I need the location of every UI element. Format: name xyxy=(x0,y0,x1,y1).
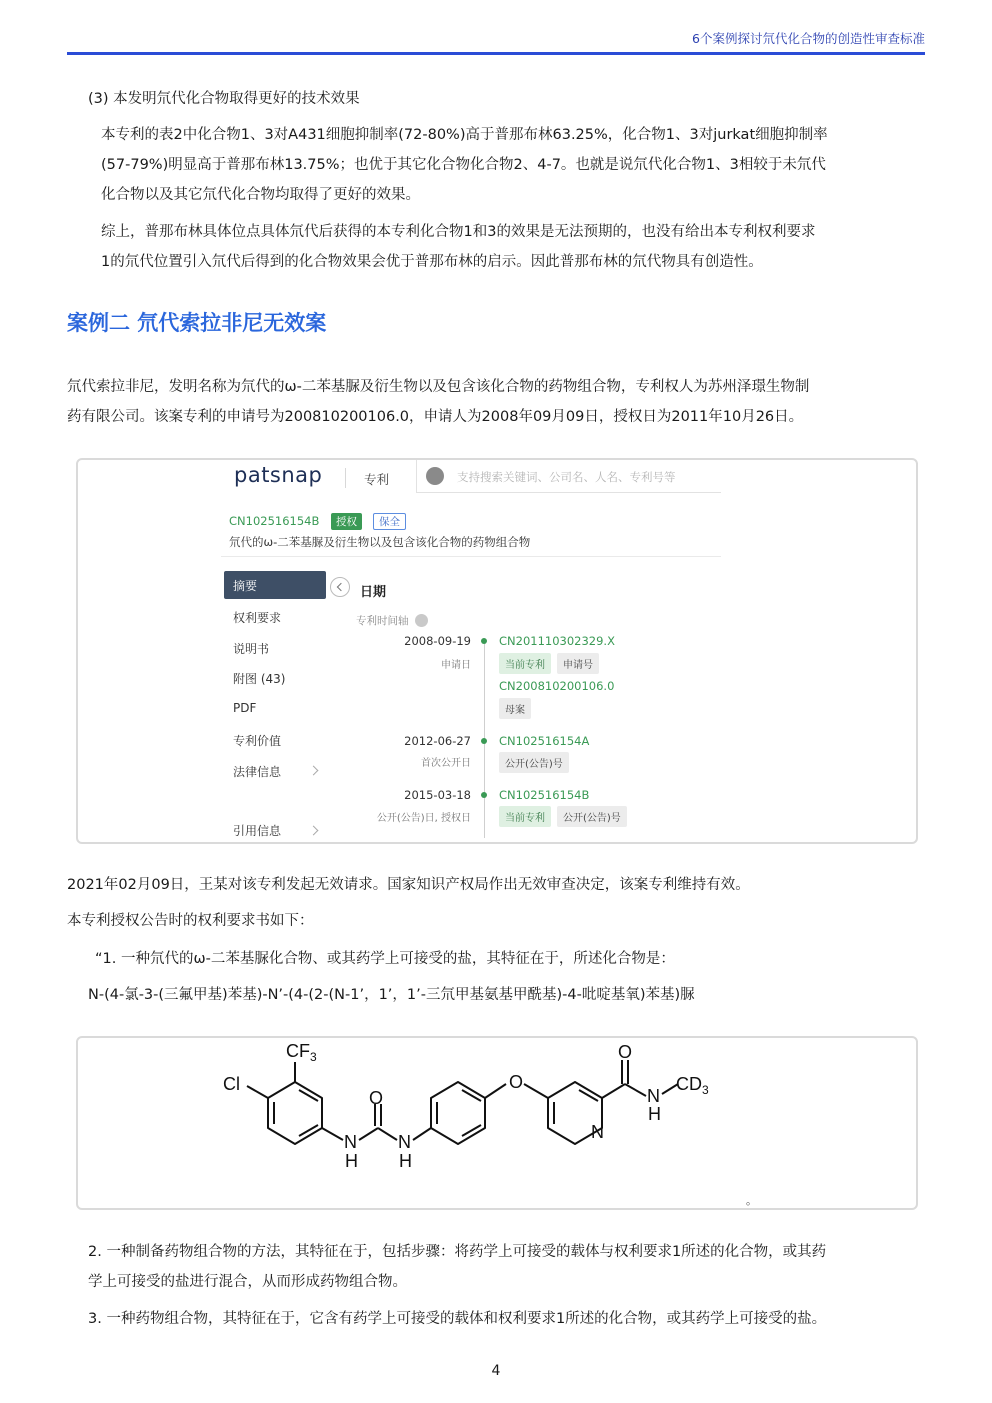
case-two-heading: 案例二 氘代索拉非尼无效案 xyxy=(67,311,327,335)
patsnap-screenshot xyxy=(76,458,918,844)
granted-badge: 授权 xyxy=(331,513,362,530)
timeline-patent-number[interactable]: CN200810200106.0 xyxy=(499,679,615,693)
claim-2 xyxy=(88,1237,938,1297)
effects-paragraph xyxy=(101,120,931,210)
timeline-patent-number[interactable]: CN201110302329.X xyxy=(499,634,615,648)
timeline-tag: 母案 xyxy=(499,698,531,719)
search-bar[interactable] xyxy=(416,460,721,493)
text-line: 综上，普那布林具体位点具体氘代后获得的本专利化合物1和3的效果是无法预期的，也没有给出本专利权利要求 xyxy=(101,224,816,240)
nav-divider xyxy=(345,468,346,488)
timeline-patent-number[interactable]: CN102516154B xyxy=(499,788,590,802)
timeline-dot xyxy=(481,638,487,644)
sidebar-item-figures[interactable]: 附图 (43) xyxy=(233,672,286,686)
sidebar-item-claims[interactable]: 权利要求 xyxy=(233,611,282,625)
collapse-sidebar-button[interactable] xyxy=(330,577,350,597)
timeline-dot xyxy=(481,792,487,798)
pyridine-nitrogen-label: N xyxy=(591,1122,604,1142)
search-placeholder: 支持搜索关键词、公司名、人名、专利号等 xyxy=(457,470,676,484)
timeline-date-type: 首次公开日 xyxy=(421,758,471,769)
date-section-title: 日期 xyxy=(360,585,387,600)
amide-nitrogen-label: N xyxy=(647,1086,660,1106)
timeline-date: 2015-03-18 xyxy=(404,788,471,802)
timeline-label: 专利时间轴 xyxy=(356,615,409,627)
urea-nitrogen-left: N xyxy=(344,1132,357,1152)
invalidation-text: 2021年02月09日，王某对该专利发起无效请求。国家知识产权局作出无效审查决定，该案专利维持有效。 xyxy=(67,877,750,893)
amide-oxygen-label: O xyxy=(618,1042,633,1062)
timeline-tag: 公开(公告)号 xyxy=(499,752,569,773)
text-line: 1的氘代位置引入氘代后得到的化合物效果会优于普那布林的启示。因此普那布林的氘代物具有创造性。 xyxy=(101,254,763,270)
patent-id: CN102516154B xyxy=(229,514,320,528)
timeline-tag: 公开(公告)号 xyxy=(557,806,627,827)
stray-mark: 。 xyxy=(746,1194,757,1207)
timeline-dot xyxy=(481,738,487,744)
sidebar-item-label: 摘要 xyxy=(233,579,258,593)
chlorine-label: Cl xyxy=(223,1074,240,1094)
cd3-label: $CD_3$ xyxy=(676,1074,709,1097)
sidebar-item-abstract[interactable] xyxy=(224,571,326,599)
ether-oxygen-label: O xyxy=(509,1072,524,1092)
timeline-date-type: 申请日 xyxy=(441,660,471,671)
cf3-label: $CF_3$ xyxy=(286,1041,317,1064)
sidebar-item-value[interactable]: 专利价值 xyxy=(233,734,282,748)
sidebar-item-legal[interactable]: 法律信息 xyxy=(233,765,282,779)
claim-3: 3. 一种药物组合物，其特征在于，它含有药学上可接受的载体和权利要求1所述的化合物，或其药学上可接受的盐。 xyxy=(88,1311,827,1327)
running-header-title: 6个案例探讨氘代化合物的创造性审查标准 xyxy=(692,31,925,46)
timeline-date: 2012-06-27 xyxy=(404,734,471,748)
chevron-right-icon xyxy=(309,826,319,836)
header-separator xyxy=(221,556,721,557)
timeline-date-type: 公开(公告)日, 授权日 xyxy=(376,813,471,824)
amide-hydrogen-label: H xyxy=(648,1104,661,1124)
urea-hydrogen-left: H xyxy=(345,1151,358,1171)
chemical-structure-box xyxy=(76,1036,918,1210)
urea-nitrogen-right: N xyxy=(398,1132,411,1152)
patsnap-logo[interactable]: patsnap xyxy=(234,463,323,487)
protect-badge[interactable]: 保全 xyxy=(373,513,406,530)
urea-hydrogen-right: H xyxy=(399,1151,412,1171)
sidebar-item-citation[interactable]: 引用信息 xyxy=(233,824,282,838)
timeline-date: 2008-09-19 xyxy=(404,634,471,648)
info-icon[interactable] xyxy=(415,614,428,627)
patsnap-page xyxy=(221,460,721,838)
text-line: 药有限公司。该案专利的申请号为200810200106.0，申请人为2008年09月09日，授权日为2011年10月26日。 xyxy=(67,409,804,425)
text-line: 化合物以及其它氘代化合物均取得了更好的效果。 xyxy=(101,187,420,203)
text-line: (57-79%)明显高于普那布林13.75%；也优于其它化合物化合物2、4-7。也就是说氘代化合物1、3相较于未氘代 xyxy=(101,157,826,173)
timeline-tag: 申请号 xyxy=(557,653,599,674)
text-line: 2. 一种制备药物组合物的方法，其特征在于，包括步骤：将药学上可接受的载体与权利要求1所述的化合物，或其药 xyxy=(88,1244,827,1260)
chevron-left-icon xyxy=(337,583,345,591)
sidebar-item-pdf[interactable]: PDF xyxy=(233,701,257,715)
chevron-right-icon xyxy=(309,766,319,776)
timeline-patent-number[interactable]: CN102516154A xyxy=(499,734,590,748)
urea-oxygen-label: O xyxy=(369,1088,384,1108)
case-two-intro xyxy=(67,372,927,432)
text-line: 氘代索拉非尼，发明名称为氘代的ω-二苯基脲及衍生物以及包含该化合物的药物组合物，专利权人为苏州泽璟生物制 xyxy=(67,379,810,395)
section-heading: (3) 本发明氘代化合物取得更好的技术效果 xyxy=(88,91,360,107)
chlorophenyl-ring xyxy=(268,1082,322,1144)
timeline-tag: 当前专利 xyxy=(499,653,551,674)
page-number: 4 xyxy=(491,1363,501,1379)
phenoxy-ring xyxy=(431,1082,485,1144)
patent-title: 氘代的ω-二苯基脲及衍生物以及包含该化合物的药物组合物 xyxy=(229,535,531,549)
claim-1-text: “1. 一种氘代的ω-二苯基脲化合物、或其药学上可接受的盐，其特征在于，所述化合物是： xyxy=(95,951,675,967)
chemical-structure-svg xyxy=(78,1038,916,1208)
claim-1-compound-name: N-(4-氯-3-(三氟甲基)苯基)-N’-(4-(2-(N-1’，1’，1’-三氘甲基氨基甲酰基)-4-吡啶基氧)苯基)脲 xyxy=(88,987,695,1003)
nav-patent[interactable]: 专利 xyxy=(364,472,390,487)
header-rule xyxy=(67,52,925,55)
sidebar-item-description[interactable]: 说明书 xyxy=(233,642,270,656)
timeline-tag: 当前专利 xyxy=(499,806,551,827)
text-line: 本专利的表2中化合物1、3对A431细胞抑制率(72-80%)高于普那布林63.25%，化合物1、3对jurkat细胞抑制率 xyxy=(101,127,828,143)
globe-icon[interactable] xyxy=(426,467,444,485)
conclusion-paragraph xyxy=(101,217,931,277)
text-line: 学上可接受的盐进行混合，从而形成药物组合物。 xyxy=(88,1274,407,1290)
claims-intro: 本专利授权公告时的权利要求书如下： xyxy=(67,913,314,929)
